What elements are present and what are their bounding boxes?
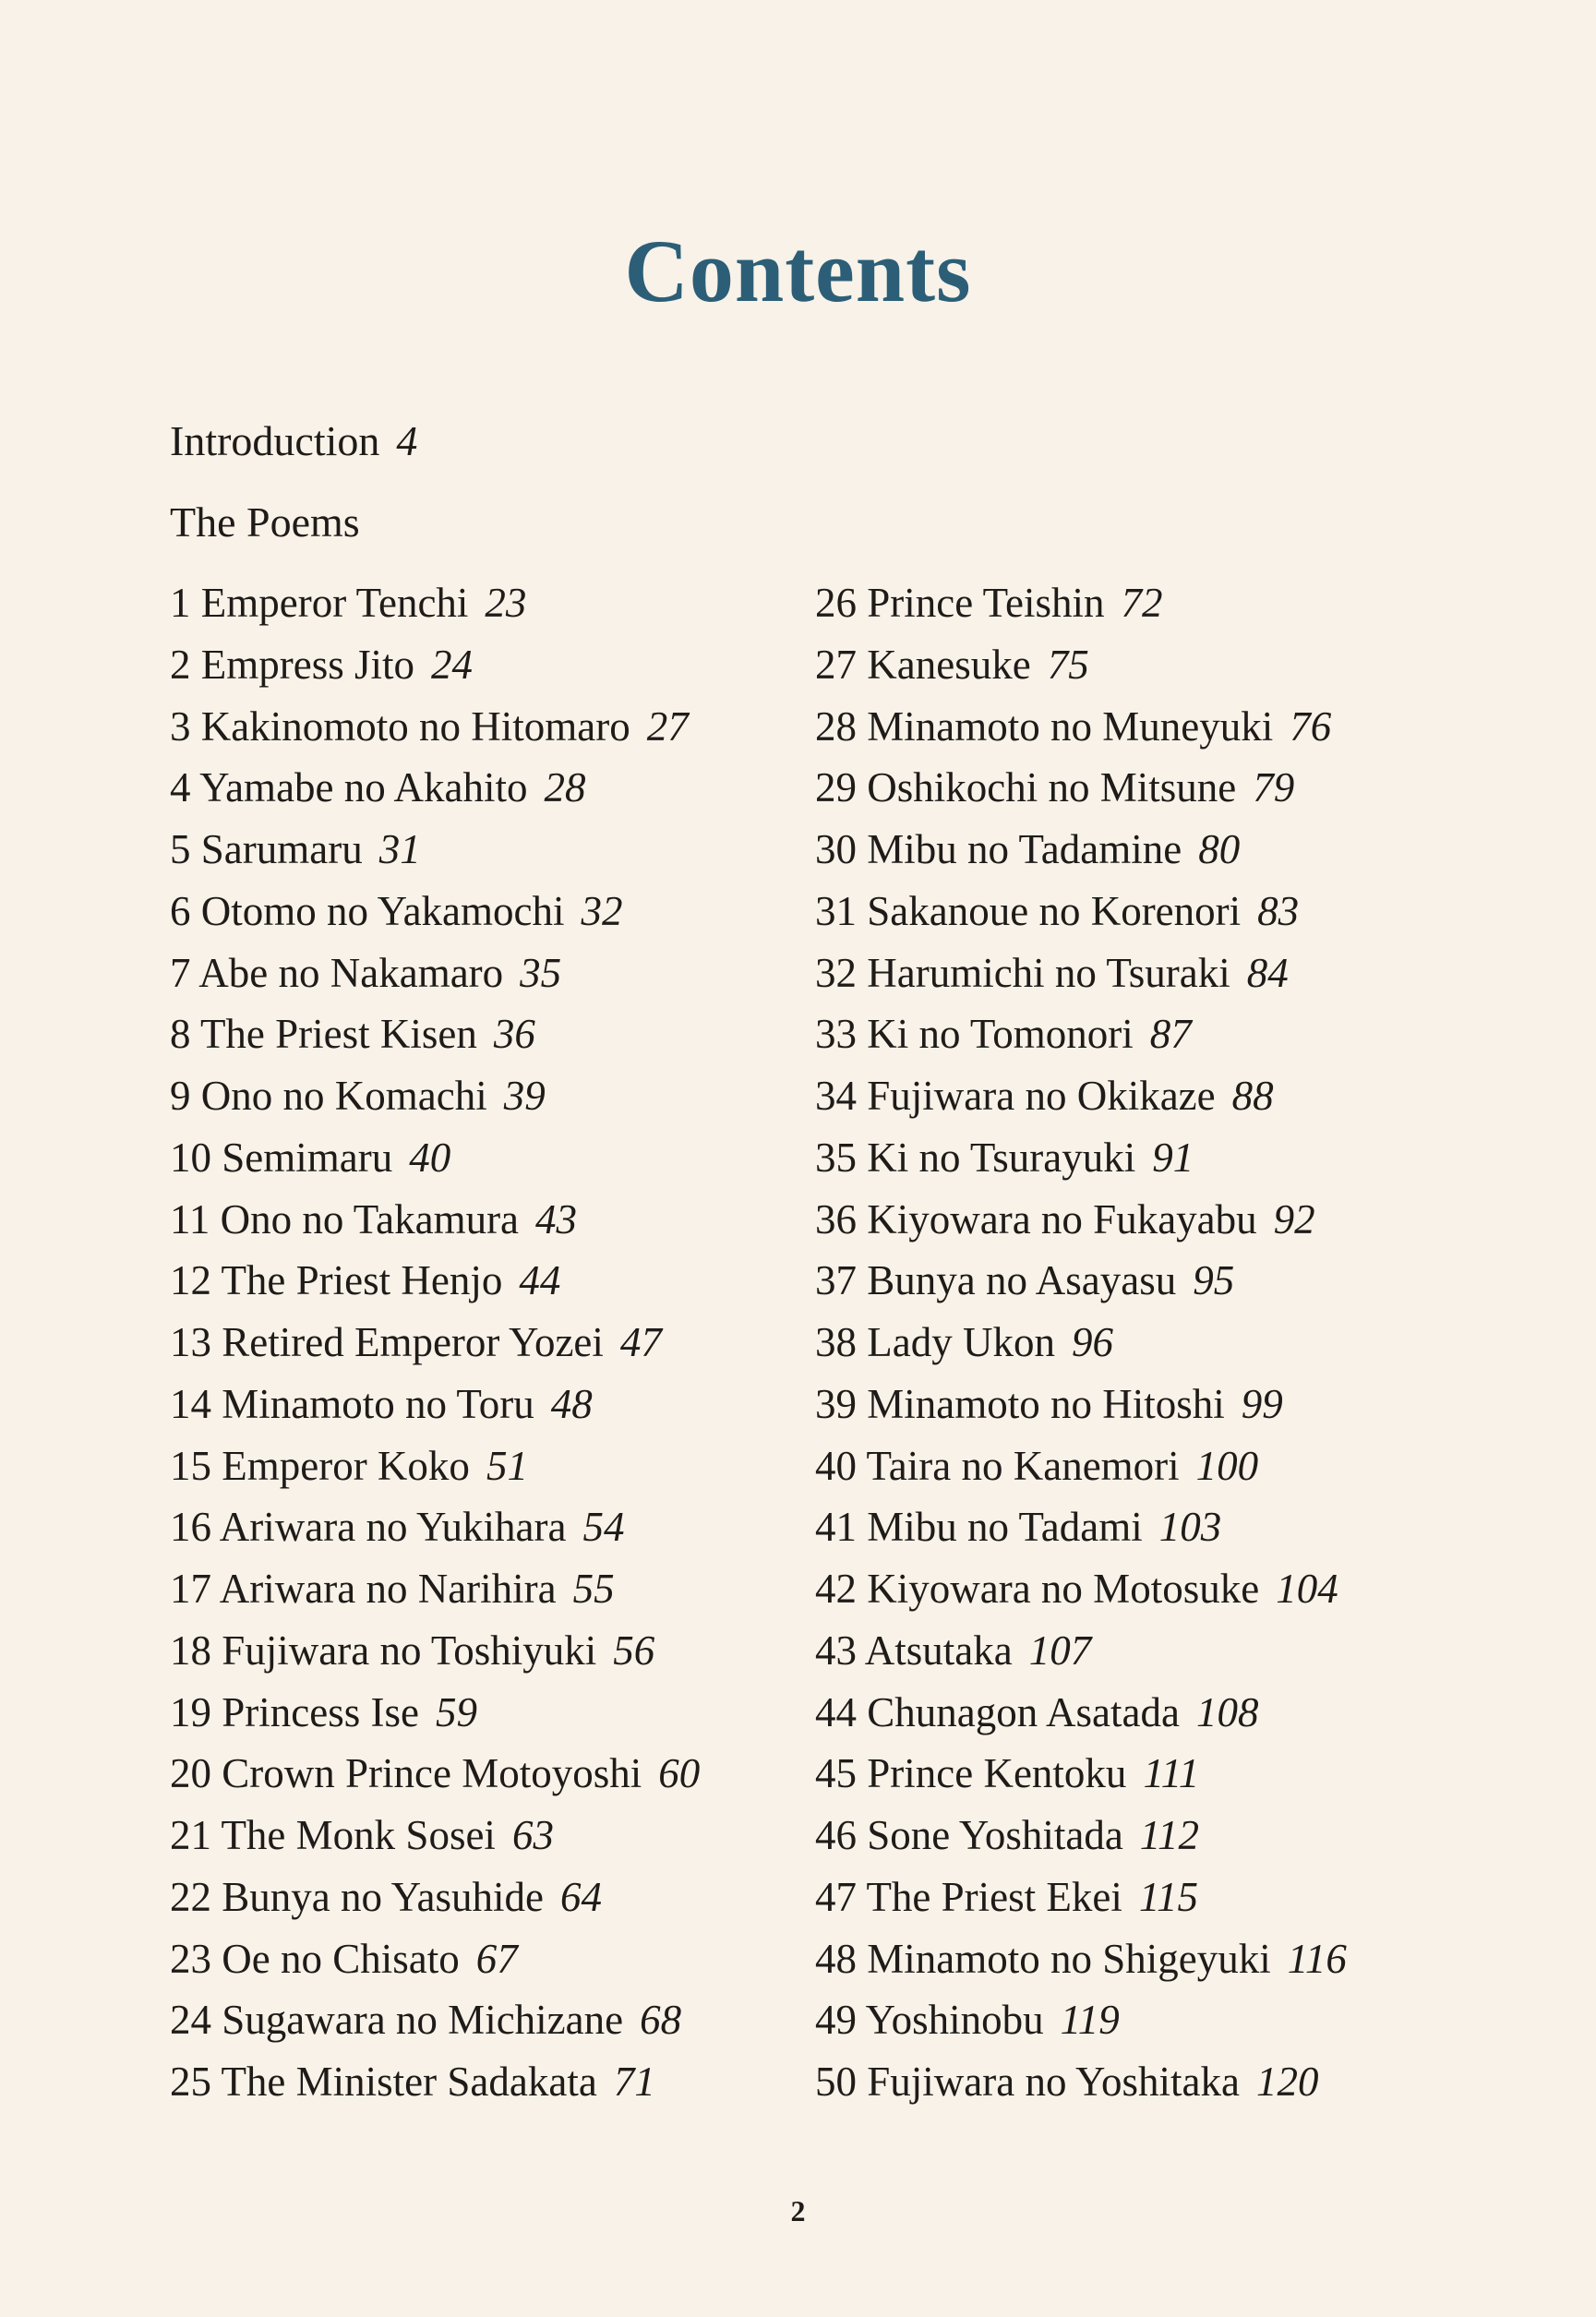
poem-number: 49 bbox=[815, 1997, 857, 2044]
section-heading-poems: The Poems bbox=[170, 498, 360, 546]
poet-name: The Priest Ekei bbox=[866, 1873, 1122, 1920]
poet-name: Sarumaru bbox=[200, 826, 363, 872]
toc-entry[interactable] bbox=[170, 1620, 700, 1682]
entry-page-number: 79 bbox=[1253, 764, 1295, 811]
entry-page-number: 55 bbox=[572, 1566, 615, 1612]
poem-number: 10 bbox=[170, 1134, 211, 1181]
poem-number: 47 bbox=[815, 1873, 857, 1920]
toc-entry[interactable] bbox=[170, 1989, 700, 2051]
poem-number: 44 bbox=[815, 1688, 857, 1735]
toc-entry-introduction[interactable] bbox=[170, 414, 417, 469]
poet-name: Retired Emperor Yozei bbox=[222, 1319, 604, 1365]
entry-page-number: 35 bbox=[520, 949, 562, 996]
entry-page-number: 64 bbox=[560, 1873, 603, 1920]
toc-entry[interactable] bbox=[815, 1127, 1347, 1189]
poet-name: Kanesuke bbox=[867, 641, 1031, 688]
poem-number: 1 bbox=[170, 580, 191, 626]
entry-page-number: 51 bbox=[486, 1442, 528, 1489]
toc-column-right bbox=[815, 572, 1347, 2113]
poem-number: 40 bbox=[815, 1442, 857, 1489]
toc-entry[interactable] bbox=[815, 1743, 1347, 1805]
toc-entry[interactable] bbox=[170, 696, 700, 758]
poet-name: The Monk Sosei bbox=[221, 1812, 496, 1858]
toc-entry[interactable] bbox=[170, 634, 700, 696]
toc-entry[interactable] bbox=[170, 572, 700, 634]
entry-page-number: 31 bbox=[378, 826, 421, 872]
poem-number: 11 bbox=[170, 1195, 210, 1243]
page-number: 2 bbox=[790, 2194, 806, 2227]
entry-page-number: 88 bbox=[1231, 1073, 1274, 1119]
poet-name: Mibu no Tadami bbox=[867, 1504, 1143, 1551]
toc-entry[interactable] bbox=[815, 1989, 1347, 2051]
entry-page-number: 72 bbox=[1121, 580, 1163, 626]
poet-name: Emperor Koko bbox=[222, 1442, 470, 1489]
poet-name: Minamoto no Toru bbox=[222, 1380, 534, 1427]
poet-name: Emperor Tenchi bbox=[200, 580, 469, 626]
poem-number: 36 bbox=[815, 1195, 857, 1243]
toc-entry[interactable] bbox=[815, 1435, 1347, 1497]
toc-entry[interactable] bbox=[170, 1558, 700, 1620]
toc-entry[interactable] bbox=[170, 757, 700, 819]
poet-name: Sakanoue no Korenori bbox=[867, 887, 1242, 934]
entry-page-number: 76 bbox=[1290, 702, 1332, 750]
poem-number: 13 bbox=[170, 1319, 211, 1365]
toc-entry[interactable] bbox=[170, 1250, 700, 1312]
poet-name: Ariwara no Narihira bbox=[219, 1566, 557, 1612]
entry-page-number: 119 bbox=[1060, 1997, 1120, 2044]
toc-entry[interactable] bbox=[170, 1435, 700, 1497]
entry-page-number: 56 bbox=[613, 1627, 655, 1674]
poem-number: 41 bbox=[815, 1504, 857, 1551]
poet-name: Ono no Takamura bbox=[220, 1195, 520, 1243]
entry-page-number: 75 bbox=[1047, 641, 1089, 688]
toc-entry[interactable] bbox=[815, 572, 1347, 634]
entry-page-number: 120 bbox=[1256, 2059, 1319, 2105]
entry-page-number: 112 bbox=[1139, 1812, 1199, 1858]
toc-entry[interactable] bbox=[170, 1867, 700, 1928]
toc-entry[interactable] bbox=[170, 1374, 700, 1435]
toc-entry[interactable] bbox=[815, 634, 1347, 696]
poem-number: 35 bbox=[815, 1134, 857, 1181]
poem-number: 43 bbox=[815, 1627, 857, 1674]
poem-number: 25 bbox=[170, 2059, 211, 2105]
entry-page-number: 92 bbox=[1273, 1195, 1315, 1243]
introduction-label: Introduction bbox=[170, 417, 380, 464]
poem-number: 29 bbox=[815, 764, 857, 811]
toc-entry[interactable] bbox=[815, 1558, 1347, 1620]
entry-page-number: 63 bbox=[511, 1812, 554, 1858]
entry-page-number: 68 bbox=[640, 1997, 682, 2044]
toc-entry[interactable] bbox=[815, 696, 1347, 758]
poet-name: The Priest Henjo bbox=[221, 1257, 503, 1304]
toc-entry[interactable] bbox=[170, 1928, 700, 1990]
poem-number: 3 bbox=[170, 702, 191, 750]
poem-number: 50 bbox=[815, 2059, 857, 2105]
toc-entry[interactable] bbox=[815, 1374, 1347, 1435]
entry-page-number: 111 bbox=[1143, 1750, 1200, 1797]
toc-entry[interactable] bbox=[815, 1189, 1347, 1251]
poem-number: 37 bbox=[815, 1257, 857, 1304]
toc-entry[interactable] bbox=[815, 1065, 1347, 1127]
entry-page-number: 23 bbox=[485, 580, 527, 626]
toc-entry[interactable] bbox=[815, 1620, 1347, 1682]
poet-name: Otomo no Yakamochi bbox=[200, 887, 565, 934]
poet-name: Atsutaka bbox=[864, 1627, 1013, 1674]
entry-page-number: 115 bbox=[1138, 1873, 1199, 1920]
poet-name: Minamoto no Hitoshi bbox=[867, 1380, 1225, 1427]
poet-name: Sugawara no Michizane bbox=[222, 1997, 624, 2044]
poet-name: Mibu no Tadamine bbox=[867, 826, 1182, 872]
toc-column-left bbox=[170, 572, 700, 2113]
toc-entry[interactable] bbox=[815, 819, 1347, 881]
entry-page-number: 107 bbox=[1028, 1627, 1092, 1674]
toc-entry[interactable] bbox=[815, 1003, 1347, 1065]
poem-number: 7 bbox=[170, 949, 191, 996]
toc-entry[interactable] bbox=[815, 2051, 1347, 2113]
poem-number: 18 bbox=[170, 1627, 211, 1674]
poem-number: 39 bbox=[815, 1380, 857, 1427]
poet-name: Minamoto no Shigeyuki bbox=[867, 1935, 1271, 1982]
poem-number: 38 bbox=[815, 1319, 857, 1365]
toc-entry[interactable] bbox=[815, 1867, 1347, 1928]
entry-page-number: 87 bbox=[1149, 1011, 1192, 1058]
entry-page-number: 59 bbox=[435, 1688, 477, 1735]
poem-number: 27 bbox=[815, 641, 857, 688]
entry-page-number: 99 bbox=[1241, 1380, 1283, 1427]
poem-number: 33 bbox=[815, 1011, 857, 1058]
poem-number: 30 bbox=[815, 826, 857, 872]
poem-number: 5 bbox=[170, 826, 191, 872]
entry-page-number: 27 bbox=[646, 702, 689, 750]
poem-number: 26 bbox=[815, 580, 857, 626]
toc-entry[interactable] bbox=[170, 942, 700, 1004]
poet-name: Empress Jito bbox=[200, 641, 414, 688]
toc-entry[interactable] bbox=[815, 1682, 1347, 1744]
entry-page-number: 54 bbox=[582, 1504, 625, 1551]
toc-entry[interactable] bbox=[170, 1312, 700, 1374]
poem-number: 22 bbox=[170, 1873, 211, 1920]
poet-name: Prince Teishin bbox=[867, 580, 1105, 626]
toc-entry[interactable] bbox=[170, 1003, 700, 1065]
entry-page-number: 104 bbox=[1276, 1566, 1338, 1612]
poem-number: 4 bbox=[170, 764, 191, 811]
poem-number: 14 bbox=[170, 1380, 211, 1427]
entry-page-number: 67 bbox=[475, 1935, 518, 1982]
poet-name: The Priest Kisen bbox=[199, 1011, 477, 1058]
poet-name: Ariwara no Yukihara bbox=[219, 1504, 567, 1551]
poet-name: Yamabe no Akahito bbox=[199, 764, 528, 811]
poet-name: Oe no Chisato bbox=[222, 1935, 460, 1982]
poem-number: 16 bbox=[170, 1504, 211, 1551]
poem-number: 48 bbox=[815, 1935, 857, 1982]
entry-page-number: 100 bbox=[1195, 1442, 1259, 1489]
page-title: Contents bbox=[624, 222, 972, 321]
poet-name: Sone Yoshitada bbox=[867, 1812, 1123, 1858]
toc-entry[interactable] bbox=[170, 1496, 700, 1558]
poet-name: Prince Kentoku bbox=[867, 1750, 1127, 1797]
toc-entry[interactable] bbox=[170, 1065, 700, 1127]
entry-page-number: 24 bbox=[431, 641, 473, 688]
entry-page-number: 116 bbox=[1287, 1935, 1347, 1982]
poem-number: 17 bbox=[170, 1566, 211, 1612]
entry-page-number: 36 bbox=[493, 1011, 535, 1058]
poet-name: Ki no Tsurayuki bbox=[867, 1134, 1136, 1181]
toc-entry[interactable] bbox=[815, 1250, 1347, 1312]
toc-entry[interactable] bbox=[815, 1312, 1347, 1374]
poet-name: Chunagon Asatada bbox=[867, 1688, 1180, 1735]
toc-entry[interactable] bbox=[815, 1928, 1347, 1990]
entry-page-number: 71 bbox=[613, 2059, 655, 2105]
poet-name: Bunya no Yasuhide bbox=[222, 1873, 545, 1920]
poet-name: Fujiwara no Toshiyuki bbox=[222, 1627, 597, 1674]
poet-name: Minamoto no Muneyuki bbox=[867, 702, 1274, 750]
poem-number: 21 bbox=[170, 1812, 211, 1858]
poet-name: Taira no Kanemori bbox=[866, 1442, 1180, 1489]
toc-entry[interactable] bbox=[170, 881, 700, 942]
poet-name: Fujiwara no Okikaze bbox=[867, 1073, 1216, 1119]
entry-page-number: 60 bbox=[658, 1750, 701, 1797]
entry-page-number: 83 bbox=[1257, 887, 1300, 934]
entry-page-number: 43 bbox=[535, 1195, 578, 1243]
toc-entry[interactable] bbox=[170, 1743, 700, 1805]
entry-page-number: 44 bbox=[519, 1257, 561, 1304]
poet-name: Bunya no Asayasu bbox=[867, 1257, 1177, 1304]
toc-entry[interactable] bbox=[815, 1805, 1347, 1867]
poet-name: Kiyowara no Motosuke bbox=[867, 1566, 1260, 1612]
poem-number: 42 bbox=[815, 1566, 857, 1612]
poem-number: 15 bbox=[170, 1442, 211, 1489]
poem-number: 32 bbox=[815, 949, 857, 996]
poet-name: Abe no Nakamaro bbox=[198, 949, 504, 996]
entry-page-number: 32 bbox=[581, 887, 623, 934]
toc-entry[interactable] bbox=[170, 1189, 700, 1251]
poem-number: 34 bbox=[815, 1073, 857, 1119]
poem-number: 20 bbox=[170, 1750, 211, 1797]
entry-page-number: 84 bbox=[1246, 949, 1289, 996]
entry-page-number: 48 bbox=[550, 1380, 593, 1427]
entry-page-number: 28 bbox=[544, 764, 586, 811]
entry-page-number: 96 bbox=[1071, 1319, 1113, 1365]
entry-page-number: 103 bbox=[1158, 1504, 1222, 1551]
poet-name: Princess Ise bbox=[222, 1688, 419, 1735]
poem-number: 45 bbox=[815, 1750, 857, 1797]
poem-number: 24 bbox=[170, 1997, 211, 2044]
poet-name: Oshikochi no Mitsune bbox=[867, 764, 1237, 811]
entry-page-number: 95 bbox=[1193, 1257, 1235, 1304]
poet-name: Kakinomoto no Hitomaro bbox=[200, 702, 630, 750]
toc-entry[interactable] bbox=[170, 1127, 700, 1189]
toc-entry[interactable] bbox=[815, 942, 1347, 1004]
poem-number: 12 bbox=[170, 1257, 211, 1304]
toc-entry[interactable] bbox=[815, 881, 1347, 942]
entry-page-number: 91 bbox=[1152, 1134, 1194, 1181]
poem-number: 46 bbox=[815, 1812, 857, 1858]
toc-entry[interactable] bbox=[170, 1805, 700, 1867]
poet-name: Fujiwara no Yoshitaka bbox=[867, 2059, 1240, 2105]
toc-entry[interactable] bbox=[815, 1496, 1347, 1558]
poet-name: Ono no Komachi bbox=[200, 1073, 487, 1119]
poem-number: 28 bbox=[815, 702, 857, 750]
poem-number: 8 bbox=[170, 1011, 191, 1058]
entry-page-number: 80 bbox=[1198, 826, 1241, 872]
poem-number: 6 bbox=[170, 887, 191, 934]
poet-name: Ki no Tomonori bbox=[867, 1011, 1134, 1058]
poem-number: 2 bbox=[170, 641, 191, 688]
entry-page-number: 47 bbox=[619, 1319, 662, 1365]
poet-name: Crown Prince Motoyoshi bbox=[222, 1750, 642, 1797]
entry-page-number: 108 bbox=[1195, 1688, 1259, 1735]
poem-number: 31 bbox=[815, 887, 857, 934]
poem-number: 9 bbox=[170, 1073, 191, 1119]
poet-name: Semimaru bbox=[222, 1134, 393, 1181]
poet-name: Yoshinobu bbox=[865, 1997, 1044, 2044]
toc-entry[interactable] bbox=[170, 2051, 700, 2113]
toc-entry[interactable] bbox=[170, 1682, 700, 1744]
toc-entry[interactable] bbox=[170, 819, 700, 881]
poet-name: Harumichi no Tsuraki bbox=[867, 949, 1230, 996]
entry-page-number: 39 bbox=[503, 1073, 546, 1119]
toc-entry[interactable] bbox=[815, 757, 1347, 819]
poem-number: 23 bbox=[170, 1935, 211, 1982]
introduction-page-number: 4 bbox=[396, 417, 418, 464]
poet-name: Lady Ukon bbox=[867, 1319, 1055, 1365]
poem-number: 19 bbox=[170, 1688, 211, 1735]
poet-name: Kiyowara no Fukayabu bbox=[867, 1195, 1257, 1243]
entry-page-number: 40 bbox=[409, 1134, 451, 1181]
poet-name: The Minister Sadakata bbox=[221, 2059, 597, 2105]
